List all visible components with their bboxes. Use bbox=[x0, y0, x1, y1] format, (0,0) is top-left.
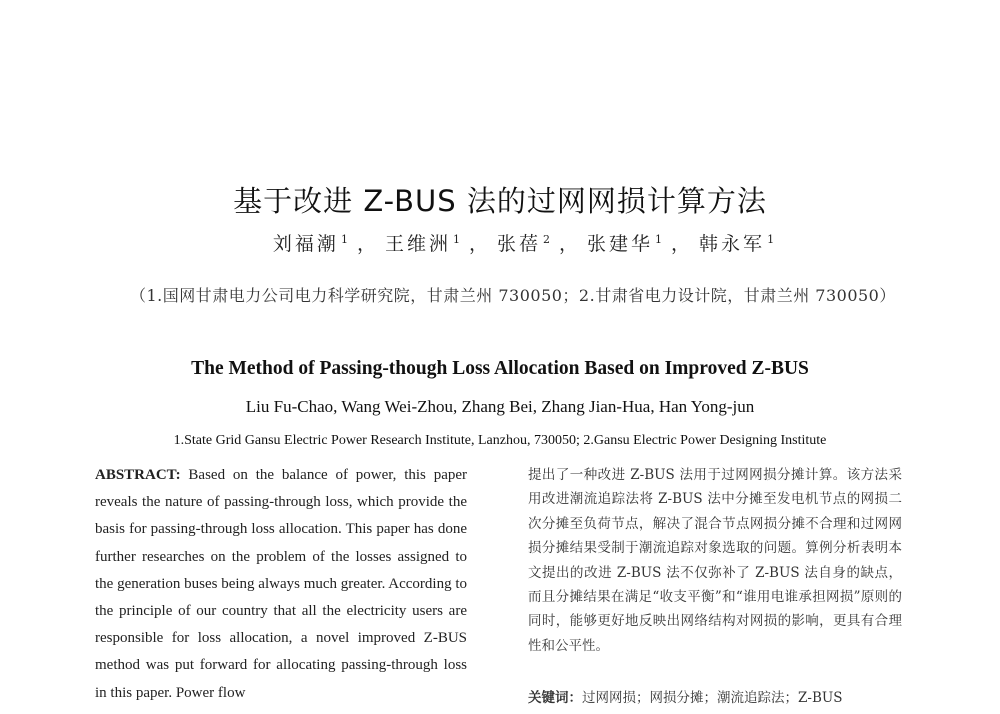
chinese-affiliation: （1.国网甘肃电力公司电力科学研究院，甘肃兰州 730050；2.甘肃省电力设计院，甘肃兰州 730050） bbox=[130, 286, 896, 305]
author-separator: ， bbox=[559, 233, 582, 255]
author: 王维洲 $^1$ bbox=[384, 232, 463, 255]
chinese-authors bbox=[0, 229, 1000, 256]
english-affiliation: 1.State Grid Gansu Electric Power Research Institute, Lanzhou, 730050; 2.Gansu Electric Power Designing Institute bbox=[173, 433, 827, 448]
author-separator: ， bbox=[671, 233, 694, 255]
keywords-label: 关键词： bbox=[528, 690, 582, 706]
author: 韩永军 $^1$ bbox=[699, 232, 778, 255]
chinese-abstract: 提出了一种改进 Z-BUS 法用于过网网损分摊计算。该方法采用改进潮流追踪法将 Z-BUS 法中分摊至发电机节点的网损二次分摊至负荷节点，解决了混合节点网损分摊不合理和过网网损分摊结果受制于潮流追踪对象选取的问题。算例分析表明本文提出的改进 Z-BUS 法不仅弥补了 Z-BUS 法自身的缺点，而且分摊结果在满足“收支平衡”和“谁用电谁承担网损”原则的同时，能够更好地反映出网络结构对网损的影响，更具有合理性和公平性。 bbox=[528, 467, 902, 654]
keywords-text: 过网网损；网损分摊；潮流追踪法；Z-BUS bbox=[582, 690, 843, 706]
author: 刘福潮 $^1$ bbox=[272, 232, 351, 255]
chinese-title: 基于改进 Z-BUS 法的过网网损计算方法 bbox=[233, 184, 767, 218]
author-separator: ， bbox=[468, 233, 491, 255]
english-abstract bbox=[95, 462, 467, 707]
author: 张蓓 $^2$ bbox=[496, 232, 553, 255]
author: 张建华 $^1$ bbox=[587, 232, 666, 255]
keywords bbox=[528, 686, 902, 710]
abstract-label: ABSTRACT: bbox=[95, 467, 181, 483]
english-title: The Method of Passing-though Loss Allocation Based on Improved Z-BUS bbox=[191, 358, 809, 379]
author-separator: ， bbox=[356, 233, 379, 255]
english-authors: Liu Fu-Chao, Wang Wei-Zhou, Zhang Bei, Zhang Jian-Hua, Han Yong-jun bbox=[245, 397, 755, 416]
abstract-text: Based on the balance of power, this paper reveals the nature of passing-through loss, which provide the basis for passing-through loss allocation. This paper has done further researches on the problem of the losses assigned to the generation buses being always much greater. According to the principle of our country that all the electricity users are responsible for loss allocation, a novel improved Z-BUS method was put forward for allocating passing-through loss in this paper. Power flow bbox=[95, 467, 468, 701]
